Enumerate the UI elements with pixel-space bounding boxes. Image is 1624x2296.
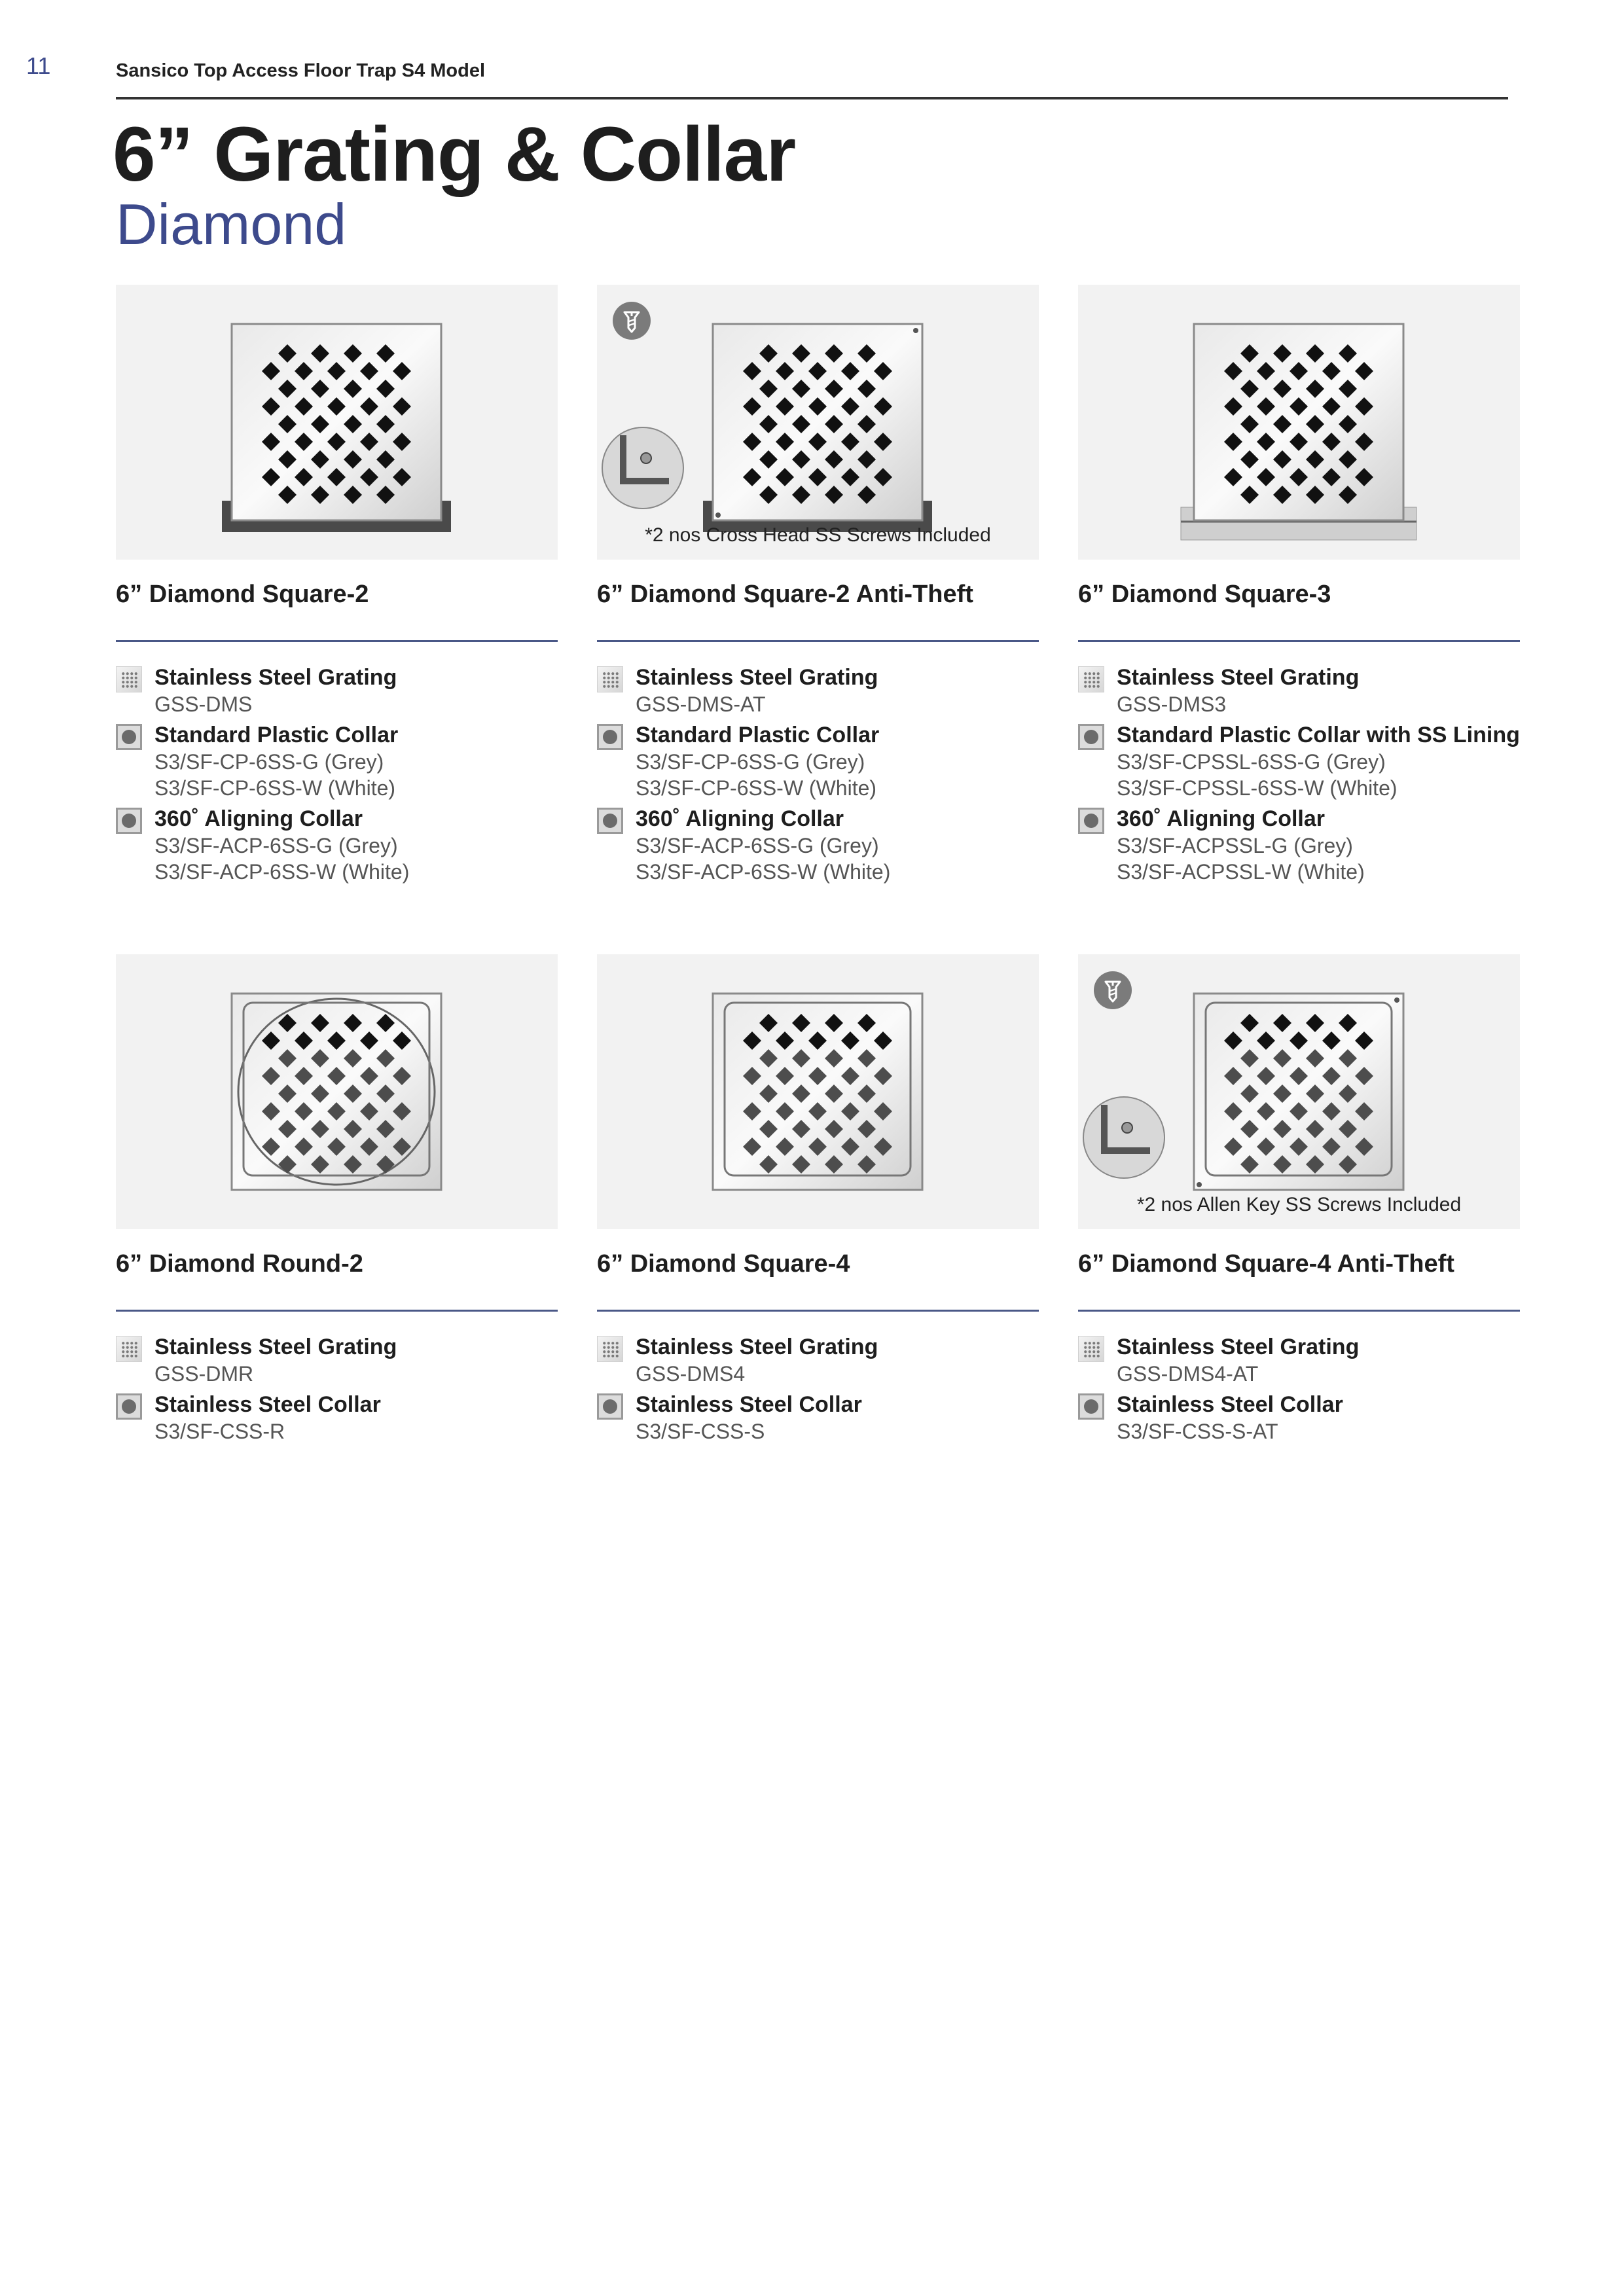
spec-list — [116, 1333, 558, 1444]
product-title: 6” Diamond Square-4 Anti-Theft — [1078, 1250, 1454, 1278]
spec-item — [597, 664, 1039, 717]
product-title: 6” Diamond Square-3 — [1078, 581, 1331, 608]
spec-item — [1078, 805, 1520, 885]
product-title: 6” Diamond Square-4 — [597, 1250, 850, 1278]
spec-list — [1078, 664, 1520, 885]
spec-label: Stainless Steel Collar — [154, 1392, 381, 1417]
spec-list — [597, 1333, 1039, 1444]
collar-icon — [597, 1393, 623, 1420]
product-code: GSS-DMS4-AT — [1117, 1362, 1259, 1386]
collar-icon — [597, 724, 623, 750]
product-code: S3/SF-CP-6SS-G (Grey) — [636, 750, 865, 774]
spec-item — [116, 1391, 558, 1444]
grating-illustration — [1078, 954, 1520, 1229]
product-code: GSS-DMS4 — [636, 1362, 746, 1386]
product-card — [1078, 954, 1520, 1448]
spec-label: Stainless Steel Grating — [636, 1335, 878, 1359]
spec-label: Standard Plastic Collar — [154, 723, 399, 747]
product-code: S3/SF-CSS-R — [154, 1420, 285, 1443]
collar-icon — [1078, 724, 1104, 750]
collar-icon — [116, 724, 142, 750]
product-divider — [1078, 640, 1520, 642]
grating-icon — [597, 1336, 623, 1362]
spec-label: 360˚ Aligning Collar — [1117, 806, 1326, 831]
product-code: S3/SF-CPSSL-6SS-G (Grey) — [1117, 750, 1386, 774]
spec-label: Stainless Steel Grating — [154, 665, 397, 690]
spec-item — [1078, 1391, 1520, 1444]
product-divider — [597, 1310, 1039, 1312]
grating-illustration — [116, 285, 558, 560]
product-image — [116, 285, 558, 560]
spec-item — [116, 721, 558, 801]
product-title: 6” Diamond Square-2 Anti-Theft — [597, 581, 973, 608]
product-code: GSS-DMS3 — [1117, 692, 1227, 716]
product-card — [1078, 285, 1520, 889]
spec-label: 360˚ Aligning Collar — [154, 806, 363, 831]
product-code: S3/SF-CP-6SS-G (Grey) — [154, 750, 384, 774]
product-code: S3/SF-CP-6SS-W (White) — [154, 776, 396, 800]
spec-item — [1078, 721, 1520, 801]
spec-label: Stainless Steel Grating — [154, 1335, 397, 1359]
spec-label: Stainless Steel Collar — [636, 1392, 862, 1417]
collar-icon — [1078, 1393, 1104, 1420]
spec-label: 360˚ Aligning Collar — [636, 806, 844, 831]
spec-item — [1078, 664, 1520, 717]
spec-list — [116, 664, 558, 885]
collar-icon — [1078, 808, 1104, 834]
spec-item — [597, 721, 1039, 801]
product-card — [116, 285, 558, 889]
product-code: GSS-DMS-AT — [636, 692, 766, 716]
product-title: 6” Diamond Round-2 — [116, 1250, 363, 1278]
product-code: S3/SF-ACP-6SS-W (White) — [636, 860, 891, 884]
header-divider — [116, 97, 1508, 99]
spec-label: Stainless Steel Collar — [1117, 1392, 1343, 1417]
product-code: S3/SF-CPSSL-6SS-W (White) — [1117, 776, 1398, 800]
product-image — [1078, 954, 1520, 1229]
product-code: S3/SF-ACPSSL-W (White) — [1117, 860, 1365, 884]
page-subtitle: Diamond — [116, 192, 347, 257]
product-code: S3/SF-ACPSSL-G (Grey) — [1117, 834, 1353, 857]
product-code: GSS-DMS — [154, 692, 253, 716]
running-header: Sansico Top Access Floor Trap S4 Model — [116, 60, 486, 81]
product-card — [597, 954, 1039, 1448]
product-divider — [597, 640, 1039, 642]
spec-list — [597, 664, 1039, 885]
grating-illustration — [597, 285, 1039, 560]
product-code: GSS-DMR — [154, 1362, 254, 1386]
product-code: S3/SF-CSS-S-AT — [1117, 1420, 1278, 1443]
spec-item — [116, 805, 558, 885]
page-number: 11 — [26, 52, 51, 79]
product-code: S3/SF-ACP-6SS-G (Grey) — [636, 834, 879, 857]
spec-label: Stainless Steel Grating — [1117, 1335, 1360, 1359]
grating-illustration — [1078, 285, 1520, 560]
screw-icon — [1094, 971, 1132, 1009]
product-code: S3/SF-ACP-6SS-W (White) — [154, 860, 410, 884]
product-code: S3/SF-ACP-6SS-G (Grey) — [154, 834, 398, 857]
collar-icon — [116, 808, 142, 834]
grating-icon — [116, 1336, 142, 1362]
grating-illustration — [597, 954, 1039, 1229]
screw-icon — [613, 302, 651, 340]
product-code: S3/SF-CP-6SS-W (White) — [636, 776, 877, 800]
spec-item — [1078, 1333, 1520, 1387]
spec-item — [597, 1391, 1039, 1444]
product-divider — [116, 640, 558, 642]
spec-item — [116, 664, 558, 717]
page-title: 6” Grating & Collar — [113, 111, 796, 198]
grating-illustration — [116, 954, 558, 1229]
screws-note: *2 nos Allen Key SS Screws Included — [1136, 1194, 1462, 1215]
spec-item — [597, 1333, 1039, 1387]
spec-label: Standard Plastic Collar — [636, 723, 880, 747]
grating-icon — [1078, 1336, 1104, 1362]
grating-icon — [1078, 666, 1104, 692]
spec-label: Standard Plastic Collar with SS Lining — [1117, 723, 1520, 747]
product-title: 6” Diamond Square-2 — [116, 581, 369, 608]
product-image — [597, 285, 1039, 560]
product-code: S3/SF-CSS-S — [636, 1420, 765, 1443]
spec-list — [1078, 1333, 1520, 1444]
spec-item — [597, 805, 1039, 885]
spec-item — [116, 1333, 558, 1387]
collar-icon — [597, 808, 623, 834]
spec-label: Stainless Steel Grating — [636, 665, 878, 690]
spec-label: Stainless Steel Grating — [1117, 665, 1360, 690]
product-divider — [1078, 1310, 1520, 1312]
grating-icon — [597, 666, 623, 692]
collar-icon — [116, 1393, 142, 1420]
product-image — [116, 954, 558, 1229]
product-divider — [116, 1310, 558, 1312]
product-card — [116, 954, 558, 1448]
product-image — [597, 954, 1039, 1229]
screws-note: *2 nos Cross Head SS Screws Included — [645, 524, 991, 546]
product-card — [597, 285, 1039, 889]
grating-icon — [116, 666, 142, 692]
product-image — [1078, 285, 1520, 560]
